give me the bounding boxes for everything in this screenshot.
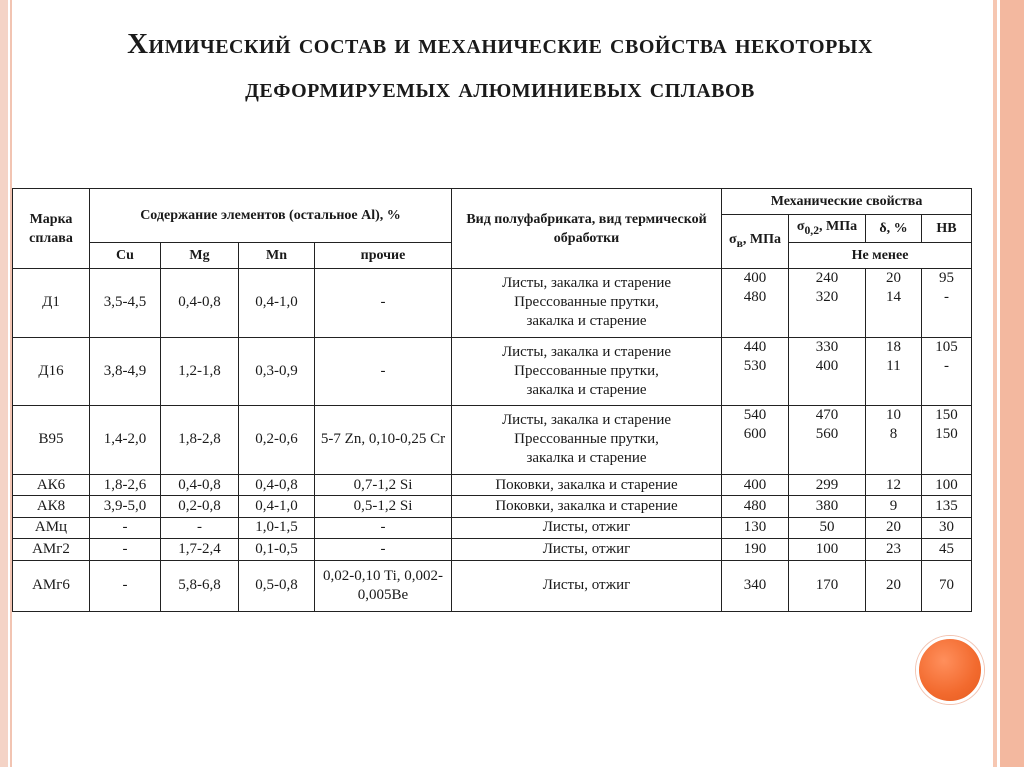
cell-sigma-b-line: 400 <box>743 476 767 493</box>
cell-other: - <box>315 517 452 538</box>
cell-cu: 3,5-4,5 <box>90 269 161 338</box>
cell-sigma-b-line: 130 <box>743 519 767 536</box>
cell-form-line: Листы, закалка и старение <box>501 412 672 429</box>
cell-sigma-b-line: 600 <box>743 426 767 443</box>
cell-cu: - <box>90 560 161 611</box>
table-row <box>13 337 972 406</box>
cell-sigma-b <box>722 474 789 495</box>
cell-form-line: закалка и старение <box>526 450 647 467</box>
cell-delta-line: 18 <box>886 338 901 355</box>
cell-delta-line: 14 <box>886 289 901 305</box>
cell-sigma-02-line: 560 <box>815 426 839 443</box>
cell-cu: 3,8-4,9 <box>90 337 161 406</box>
cell-hb <box>922 539 972 560</box>
cell-delta-line: 10 <box>886 407 901 424</box>
cell-form <box>452 496 722 517</box>
cell-form-line: Листы, закалка и старение <box>501 343 672 360</box>
cell-grade: АК8 <box>13 496 90 517</box>
header-mech: Механические свойства <box>722 189 972 215</box>
cell-form-line: Прессованные прутки, <box>514 431 659 448</box>
cell-form-line: Листы, отжиг <box>542 540 631 557</box>
cell-delta-line: 11 <box>886 357 901 374</box>
cell-hb-line: 150 <box>935 426 958 443</box>
cell-sigma-02-line: 100 <box>815 540 839 557</box>
table-row <box>13 539 972 560</box>
table-row <box>13 269 972 338</box>
cell-mg: 0,4-0,8 <box>161 474 239 495</box>
cell-form <box>452 406 722 475</box>
cell-grade: АМг2 <box>13 539 90 560</box>
cell-sigma-b-line: 400 <box>743 270 767 286</box>
cell-sigma-02 <box>789 539 866 560</box>
cell-mg: 1,7-2,4 <box>161 539 239 560</box>
cell-sigma-b <box>722 269 789 338</box>
cell-mn: 0,1-0,5 <box>239 539 315 560</box>
cell-delta <box>866 406 922 475</box>
cell-mg: - <box>161 517 239 538</box>
cell-form <box>452 560 722 611</box>
cell-cu: 3,9-5,0 <box>90 496 161 517</box>
cell-sigma-b-line: 480 <box>743 289 767 305</box>
cell-delta-line: 20 <box>886 519 901 536</box>
cell-sigma-b-line: 340 <box>743 577 767 594</box>
cell-sigma-b <box>722 337 789 406</box>
cell-mn: 0,3-0,9 <box>239 337 315 406</box>
cell-mn: 0,5-0,8 <box>239 560 315 611</box>
cell-sigma-b <box>722 406 789 475</box>
cell-hb <box>922 337 972 406</box>
cell-delta <box>866 474 922 495</box>
cell-hb-line: 45 <box>939 540 955 557</box>
cell-delta-line: 20 <box>886 270 901 286</box>
cell-mg: 0,4-0,8 <box>161 269 239 338</box>
right-frame-band <box>988 0 1024 767</box>
header-form: Вид полуфабриката, вид термической обработки <box>452 189 722 269</box>
cell-other: 0,7-1,2 Si <box>315 474 452 495</box>
cell-sigma-b-line: 540 <box>743 407 767 424</box>
cell-sigma-02 <box>789 269 866 338</box>
cell-delta-line: 8 <box>889 426 898 443</box>
cell-mg: 5,8-6,8 <box>161 560 239 611</box>
cell-hb-line: 70 <box>939 577 955 594</box>
cell-hb-line: - <box>944 289 950 305</box>
cell-form-line: Листы, отжиг <box>542 577 631 594</box>
cell-other: - <box>315 337 452 406</box>
cell-delta-line: 23 <box>886 540 901 557</box>
alloy-table <box>12 188 972 612</box>
header-cu: Cu <box>90 243 161 269</box>
cell-sigma-b <box>722 560 789 611</box>
cell-mn: 0,4-0,8 <box>239 474 315 495</box>
header-elements: Содержание элементов (остальное Al), % <box>90 189 452 243</box>
cell-delta-line: 9 <box>889 497 898 514</box>
cell-mn: 0,4-1,0 <box>239 496 315 517</box>
cell-delta <box>866 560 922 611</box>
cell-hb-line: 95 <box>939 270 955 286</box>
cell-sigma-02-line: 470 <box>815 407 839 424</box>
cell-hb <box>922 269 972 338</box>
cell-form-line: Листы, отжиг <box>542 519 631 536</box>
cell-form-line: Поковки, закалка и старение <box>495 476 678 493</box>
cell-grade: АМг6 <box>13 560 90 611</box>
table-row <box>13 560 972 611</box>
decorative-circle-icon <box>916 636 984 704</box>
table-row <box>13 517 972 538</box>
cell-grade: АМц <box>13 517 90 538</box>
header-mn: Mn <box>239 243 315 269</box>
cell-sigma-b-line: 190 <box>743 540 767 557</box>
table-row <box>13 474 972 495</box>
cell-sigma-02 <box>789 517 866 538</box>
cell-hb-line: 30 <box>939 519 955 536</box>
cell-mg: 1,8-2,8 <box>161 406 239 475</box>
cell-form-line: закалка и старение <box>526 381 647 398</box>
cell-sigma-b-line: 530 <box>743 357 767 374</box>
cell-sigma-b-line: 440 <box>743 338 767 355</box>
cell-grade: АК6 <box>13 474 90 495</box>
cell-hb-line: - <box>944 357 950 374</box>
cell-cu: - <box>90 517 161 538</box>
cell-hb <box>922 560 972 611</box>
header-sigma-02: $\sigma_{0,2}$, МПа <box>789 215 866 243</box>
cell-form <box>452 474 722 495</box>
cell-sigma-02-line: 50 <box>819 519 835 536</box>
cell-mg: 1,2-1,8 <box>161 337 239 406</box>
cell-sigma-02-line: 299 <box>815 476 839 493</box>
cell-hb <box>922 496 972 517</box>
cell-grade: В95 <box>13 406 90 475</box>
cell-sigma-02-line: 400 <box>815 357 839 374</box>
cell-delta-line: 20 <box>886 577 901 594</box>
cell-mn: 0,2-0,6 <box>239 406 315 475</box>
cell-grade: Д16 <box>13 337 90 406</box>
left-frame-band <box>0 0 8 767</box>
cell-delta <box>866 337 922 406</box>
header-delta: δ, % <box>866 215 922 243</box>
cell-sigma-b-line: 480 <box>743 497 767 514</box>
cell-sigma-b <box>722 496 789 517</box>
cell-sigma-02 <box>789 474 866 495</box>
cell-hb <box>922 406 972 475</box>
cell-sigma-02 <box>789 406 866 475</box>
cell-form-line: закалка и старение <box>526 313 647 330</box>
header-hb: НВ <box>922 215 972 243</box>
cell-sigma-02-line: 320 <box>815 289 839 305</box>
header-grade: Марка сплава <box>13 189 90 269</box>
table-row <box>13 406 972 475</box>
cell-sigma-02-line: 170 <box>815 577 839 594</box>
cell-hb-line: 105 <box>935 338 958 355</box>
cell-mg: 0,2-0,8 <box>161 496 239 517</box>
cell-sigma-02-line: 330 <box>815 338 839 355</box>
cell-form-line: Прессованные прутки, <box>514 294 659 311</box>
cell-form-line: Прессованные прутки, <box>514 362 659 379</box>
cell-sigma-02 <box>789 560 866 611</box>
cell-other: 0,02-0,10 Ti, 0,002-0,005Be <box>315 560 452 611</box>
cell-cu: 1,4-2,0 <box>90 406 161 475</box>
cell-hb <box>922 474 972 495</box>
cell-hb <box>922 517 972 538</box>
cell-form <box>452 337 722 406</box>
cell-sigma-02-line: 240 <box>815 270 839 286</box>
cell-form <box>452 269 722 338</box>
header-min: Не менее <box>789 243 972 269</box>
cell-mn: 0,4-1,0 <box>239 269 315 338</box>
cell-cu: - <box>90 539 161 560</box>
cell-sigma-b <box>722 517 789 538</box>
cell-sigma-02 <box>789 337 866 406</box>
cell-form <box>452 539 722 560</box>
header-sigma-b: $\sigma_в$, МПа <box>722 215 789 269</box>
cell-other: 5-7 Zn, 0,10-0,25 Cr <box>315 406 452 475</box>
cell-delta <box>866 517 922 538</box>
cell-delta-line: 12 <box>886 476 901 493</box>
cell-other: - <box>315 539 452 560</box>
cell-mn: 1,0-1,5 <box>239 517 315 538</box>
cell-delta <box>866 496 922 517</box>
header-mg: Mg <box>161 243 239 269</box>
cell-hb-line: 100 <box>935 476 958 493</box>
cell-form-line: Листы, закалка и старение <box>501 275 672 292</box>
table-row <box>13 496 972 517</box>
cell-cu: 1,8-2,6 <box>90 474 161 495</box>
cell-hb-line: 135 <box>935 497 958 514</box>
cell-sigma-02-line: 380 <box>815 497 839 514</box>
cell-other: - <box>315 269 452 338</box>
cell-other: 0,5-1,2 Si <box>315 496 452 517</box>
cell-delta <box>866 269 922 338</box>
cell-grade: Д1 <box>13 269 90 338</box>
cell-hb-line: 150 <box>935 407 958 424</box>
cell-sigma-02 <box>789 496 866 517</box>
header-other: прочие <box>315 243 452 269</box>
page-title: Химический состав и механические свойства некоторых деформируемых алюминиевых сплавов <box>127 28 873 104</box>
cell-form-line: Поковки, закалка и старение <box>495 497 678 514</box>
cell-delta <box>866 539 922 560</box>
cell-form <box>452 517 722 538</box>
cell-sigma-b <box>722 539 789 560</box>
